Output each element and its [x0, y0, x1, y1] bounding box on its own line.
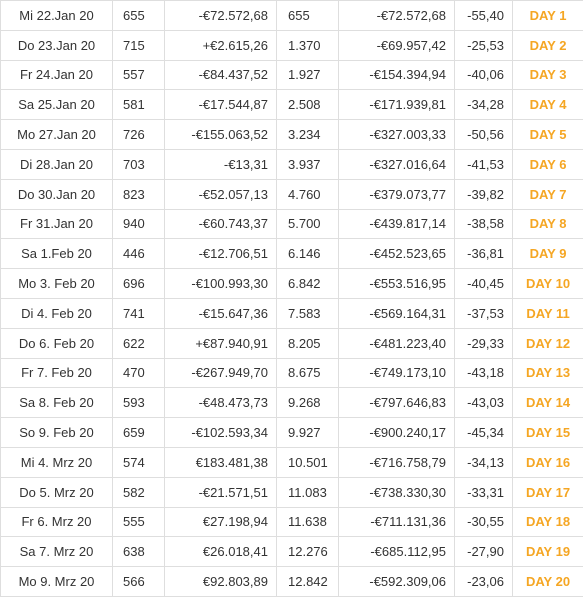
total-cell: -€327.003,33: [339, 120, 455, 150]
percent-cell: -37,53: [455, 298, 513, 328]
day-label: DAY 1: [513, 1, 583, 31]
day-label: DAY 10: [513, 269, 583, 299]
cumulative-count-cell: 8.675: [277, 358, 339, 388]
date-cell: Do 6. Feb 20: [1, 328, 113, 358]
day-label: DAY 9: [513, 239, 583, 269]
table-row: [1, 507, 583, 537]
date-cell: Mo 27.Jan 20: [1, 120, 113, 150]
total-cell: -€171.939,81: [339, 90, 455, 120]
total-cell: -€797.646,83: [339, 388, 455, 418]
cumulative-count-cell: 6.842: [277, 269, 339, 299]
percent-cell: -40,45: [455, 269, 513, 299]
percent-cell: -30,55: [455, 507, 513, 537]
date-cell: Di 4. Feb 20: [1, 298, 113, 328]
change-cell: €183.481,38: [165, 447, 277, 477]
percent-cell: -33,31: [455, 477, 513, 507]
table-row: [1, 179, 583, 209]
total-cell: -€481.223,40: [339, 328, 455, 358]
percent-cell: -36,81: [455, 239, 513, 269]
table-row: [1, 447, 583, 477]
total-cell: -€72.572,68: [339, 1, 455, 31]
change-cell: €26.018,41: [165, 537, 277, 567]
day-label: DAY 15: [513, 418, 583, 448]
count-cell: 703: [113, 149, 165, 179]
date-cell: Di 28.Jan 20: [1, 149, 113, 179]
count-cell: 726: [113, 120, 165, 150]
total-cell: -€749.173,10: [339, 358, 455, 388]
total-cell: -€569.164,31: [339, 298, 455, 328]
cumulative-count-cell: 3.937: [277, 149, 339, 179]
table-row: [1, 388, 583, 418]
total-cell: -€154.394,94: [339, 60, 455, 90]
table-row: [1, 149, 583, 179]
table-row: [1, 120, 583, 150]
day-label: DAY 2: [513, 30, 583, 60]
table-row: [1, 60, 583, 90]
date-cell: So 9. Feb 20: [1, 418, 113, 448]
table-row: [1, 537, 583, 567]
total-cell: -€900.240,17: [339, 418, 455, 448]
total-cell: -€439.817,14: [339, 209, 455, 239]
percent-cell: -55,40: [455, 1, 513, 31]
count-cell: 555: [113, 507, 165, 537]
day-label: DAY 19: [513, 537, 583, 567]
day-label: DAY 13: [513, 358, 583, 388]
cumulative-count-cell: 3.234: [277, 120, 339, 150]
change-cell: -€21.571,51: [165, 477, 277, 507]
table-row: [1, 418, 583, 448]
change-cell: -€12.706,51: [165, 239, 277, 269]
count-cell: 696: [113, 269, 165, 299]
table-row: [1, 209, 583, 239]
percent-cell: -27,90: [455, 537, 513, 567]
cumulative-count-cell: 11.638: [277, 507, 339, 537]
percent-cell: -40,06: [455, 60, 513, 90]
count-cell: 741: [113, 298, 165, 328]
change-cell: €92.803,89: [165, 567, 277, 597]
cumulative-count-cell: 1.370: [277, 30, 339, 60]
date-cell: Sa 25.Jan 20: [1, 90, 113, 120]
total-cell: -€716.758,79: [339, 447, 455, 477]
percent-cell: -29,33: [455, 328, 513, 358]
cumulative-count-cell: 1.927: [277, 60, 339, 90]
table-body: [1, 1, 583, 597]
percent-cell: -45,34: [455, 418, 513, 448]
count-cell: 823: [113, 179, 165, 209]
day-label: DAY 3: [513, 60, 583, 90]
table-row: [1, 328, 583, 358]
table-row: [1, 30, 583, 60]
total-cell: -€592.309,06: [339, 567, 455, 597]
date-cell: Fr 24.Jan 20: [1, 60, 113, 90]
table-row: [1, 1, 583, 31]
table-row: [1, 298, 583, 328]
percent-cell: -39,82: [455, 179, 513, 209]
change-cell: -€17.544,87: [165, 90, 277, 120]
table-row: [1, 239, 583, 269]
date-cell: Fr 31.Jan 20: [1, 209, 113, 239]
cumulative-count-cell: 11.083: [277, 477, 339, 507]
date-cell: Do 5. Mrz 20: [1, 477, 113, 507]
date-cell: Sa 1.Feb 20: [1, 239, 113, 269]
count-cell: 470: [113, 358, 165, 388]
percent-cell: -23,06: [455, 567, 513, 597]
change-cell: -€13,31: [165, 149, 277, 179]
total-cell: -€553.516,95: [339, 269, 455, 299]
count-cell: 566: [113, 567, 165, 597]
date-cell: Sa 7. Mrz 20: [1, 537, 113, 567]
change-cell: -€267.949,70: [165, 358, 277, 388]
count-cell: 582: [113, 477, 165, 507]
change-cell: -€155.063,52: [165, 120, 277, 150]
table-row: [1, 477, 583, 507]
cumulative-count-cell: 9.927: [277, 418, 339, 448]
percent-cell: -25,53: [455, 30, 513, 60]
cumulative-count-cell: 7.583: [277, 298, 339, 328]
date-cell: Do 30.Jan 20: [1, 179, 113, 209]
change-cell: -€72.572,68: [165, 1, 277, 31]
change-cell: -€84.437,52: [165, 60, 277, 90]
table-row: [1, 90, 583, 120]
day-label: DAY 5: [513, 120, 583, 150]
change-cell: -€15.647,36: [165, 298, 277, 328]
cumulative-count-cell: 10.501: [277, 447, 339, 477]
total-cell: -€327.016,64: [339, 149, 455, 179]
count-cell: 446: [113, 239, 165, 269]
cumulative-count-cell: 12.276: [277, 537, 339, 567]
date-cell: Mo 3. Feb 20: [1, 269, 113, 299]
date-cell: Do 23.Jan 20: [1, 30, 113, 60]
total-cell: -€685.112,95: [339, 537, 455, 567]
total-cell: -€711.131,36: [339, 507, 455, 537]
table-row: [1, 567, 583, 597]
day-label: DAY 4: [513, 90, 583, 120]
total-cell: -€379.073,77: [339, 179, 455, 209]
count-cell: 638: [113, 537, 165, 567]
day-label: DAY 8: [513, 209, 583, 239]
day-label: DAY 12: [513, 328, 583, 358]
change-cell: -€60.743,37: [165, 209, 277, 239]
cumulative-count-cell: 9.268: [277, 388, 339, 418]
day-label: DAY 17: [513, 477, 583, 507]
date-cell: Mi 22.Jan 20: [1, 1, 113, 31]
table-row: [1, 269, 583, 299]
cumulative-count-cell: 6.146: [277, 239, 339, 269]
date-cell: Fr 6. Mrz 20: [1, 507, 113, 537]
change-cell: -€52.057,13: [165, 179, 277, 209]
cumulative-count-cell: 12.842: [277, 567, 339, 597]
date-cell: Sa 8. Feb 20: [1, 388, 113, 418]
count-cell: 574: [113, 447, 165, 477]
percent-cell: -38,58: [455, 209, 513, 239]
percent-cell: -34,13: [455, 447, 513, 477]
day-label: DAY 11: [513, 298, 583, 328]
day-label: DAY 6: [513, 149, 583, 179]
day-label: DAY 18: [513, 507, 583, 537]
percent-cell: -34,28: [455, 90, 513, 120]
count-cell: 659: [113, 418, 165, 448]
date-cell: Mo 9. Mrz 20: [1, 567, 113, 597]
table-row: [1, 358, 583, 388]
count-cell: 622: [113, 328, 165, 358]
cumulative-count-cell: 2.508: [277, 90, 339, 120]
change-cell: +€87.940,91: [165, 328, 277, 358]
change-cell: -€102.593,34: [165, 418, 277, 448]
percent-cell: -41,53: [455, 149, 513, 179]
percent-cell: -43,18: [455, 358, 513, 388]
cumulative-count-cell: 4.760: [277, 179, 339, 209]
change-cell: €27.198,94: [165, 507, 277, 537]
total-cell: -€738.330,30: [339, 477, 455, 507]
cumulative-count-cell: 8.205: [277, 328, 339, 358]
change-cell: -€48.473,73: [165, 388, 277, 418]
count-cell: 655: [113, 1, 165, 31]
date-cell: Mi 4. Mrz 20: [1, 447, 113, 477]
count-cell: 940: [113, 209, 165, 239]
count-cell: 715: [113, 30, 165, 60]
change-cell: -€100.993,30: [165, 269, 277, 299]
cumulative-count-cell: 655: [277, 1, 339, 31]
day-label: DAY 20: [513, 567, 583, 597]
cumulative-count-cell: 5.700: [277, 209, 339, 239]
percent-cell: -43,03: [455, 388, 513, 418]
percent-cell: -50,56: [455, 120, 513, 150]
total-cell: -€69.957,42: [339, 30, 455, 60]
count-cell: 593: [113, 388, 165, 418]
total-cell: -€452.523,65: [339, 239, 455, 269]
day-label: DAY 16: [513, 447, 583, 477]
date-cell: Fr 7. Feb 20: [1, 358, 113, 388]
day-label: DAY 7: [513, 179, 583, 209]
count-cell: 581: [113, 90, 165, 120]
day-label: DAY 14: [513, 388, 583, 418]
change-cell: +€2.615,26: [165, 30, 277, 60]
count-cell: 557: [113, 60, 165, 90]
